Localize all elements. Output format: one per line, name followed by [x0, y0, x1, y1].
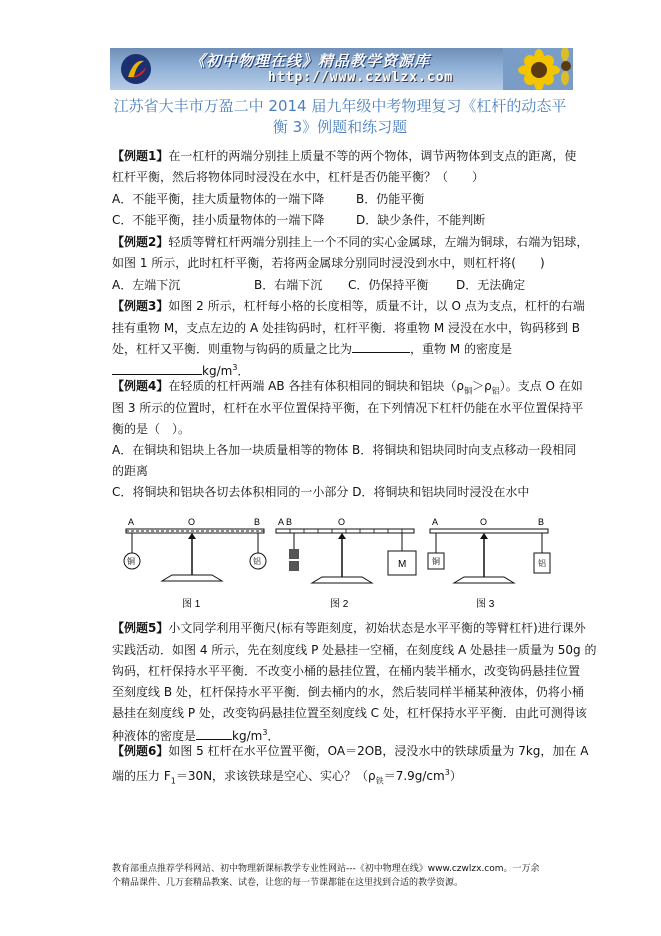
fig3-label-a: A [432, 517, 439, 527]
ex5-line-6: 种液体的密度是 $kg/m^3$． [112, 728, 280, 743]
header-banner [110, 48, 573, 90]
footer-line-2: 个精品课件、几万套精品教案、试卷，让您的每一节课都能在这里找到合适的教学资源。 [112, 878, 464, 888]
ex4-option-ab: A．在铜块和铝块上各加一块质量相等的物体 B．将铜块和铝块同时向支点移动一段相同 [112, 443, 577, 457]
fig1-copper-label: 铜 [127, 557, 135, 566]
fig2-label-b: B [286, 517, 293, 527]
banner-url[interactable]: http://www.czwlzx.com [268, 70, 454, 85]
ex1-tag: 【例题1】 [112, 149, 169, 163]
ex3-tag: 【例题3】 [112, 299, 169, 313]
fig2-mass-m: M [398, 559, 407, 570]
ex3-blank-density[interactable] [112, 361, 202, 375]
sunflower-image [503, 48, 573, 90]
ex1-options-cd [112, 210, 574, 231]
ex4-option-ab-cont: 的距离 [112, 464, 149, 478]
ex1-option-a: A．不能平衡，挂大质量物体的一端下降 [112, 192, 325, 206]
ex2-line-2: 如图 1 所示，此时杠杆平衡，若将两金属球分别同时浸没到水中，则杠杆将( ) [112, 256, 545, 270]
ex5-blank-density[interactable] [196, 726, 232, 740]
ex2-line-1: 【例题2】轻质等臂杠杆两端分别挂上一个不同的实心金属球，左端为铜球，右端为铝球， [112, 235, 589, 249]
figure-3-lever [428, 529, 550, 583]
document-title [100, 96, 580, 138]
ex2-option-c: C．仍保持平衡 [348, 278, 429, 292]
ex2-tag: 【例题2】 [112, 235, 169, 249]
footer-line-1: 教育部重点推荐学科网站、初中物理新课标教学专业性网站---《初中物理在线》www.czwlzx.com。一万余 [112, 864, 540, 874]
ex5-line-4: 至刻度线 B 处，杠杆保持水平平衡．倒去桶内的水，然后装同样半桶某种液体，仍将小桶 [112, 685, 584, 699]
ex3-line-1: 【例题3】如图 2 所示，杠杆每小格的长度相等，质量不计，以 O 点为支点，杠杆的右端 [112, 299, 585, 313]
ex3-line-4: $kg/m^3$． [112, 357, 574, 382]
ex6-tag: 【例题6】 [112, 744, 169, 758]
figure-1-lever [124, 529, 266, 581]
title-line-2: 衡 3》例题和练习题 [272, 118, 408, 136]
fig3-label-o: O [480, 517, 488, 527]
ex4-tag: 【例题4】 [112, 379, 169, 393]
ex3-line-2: 挂有重物 M，支点左边的 A 处挂钩码时，杠杆平衡．将重物 M 浸没在水中，钩码移到 B [112, 321, 581, 335]
fig1-label-o: O [188, 517, 196, 527]
ex2-options [112, 275, 574, 296]
ex1-option-b: B．仍能平衡 [356, 192, 425, 206]
fig1-label-b: B [254, 517, 261, 527]
fig3-copper-label: 铜 [432, 557, 440, 566]
ex5-line-2: 实践活动．如图 4 所示，先在刻度线 P 处悬挂一空桶，在刻度线 A 处悬挂一质量为 50g 的 [112, 643, 597, 657]
fig2-label-a: A [278, 517, 285, 527]
figure-1-caption: 图 1 [182, 599, 201, 610]
figure-2-caption: 图 2 [330, 599, 349, 610]
ex6-line-2: 端的压力 $F_1=30N$，求该铁球是空心、实心？$(\rho_铁=7.9g/cm^3)$ [112, 768, 462, 786]
ex2-option-d: D．无法确定 [456, 278, 526, 292]
ex1-line-2: 杠杆平衡，然后将物体同时浸没在水中，杠杆是否仍能平衡？（ ） [112, 170, 485, 184]
site-logo [118, 51, 154, 87]
ex4-line-1: 【例题4】在轻质的杠杆两端 AB 各挂有体积相同的铜块和铝块$(\rho_铜>\rho_铝)$。支点 O 在如 [112, 379, 583, 396]
banner-title: 《初中物理在线》精品教学资源库 [190, 52, 431, 70]
ex4-option-cd: C．将铜块和铝块各切去体积相同的一小部分 D．将铜块和铝块同时浸没在水中 [112, 485, 530, 499]
lever-figures [112, 515, 552, 615]
ex5-line-5: 悬挂在刻度线 P 处，改变钩码悬挂位置至刻度线 C 处，杠杆保持水平平衡．由此可测得该 [112, 706, 587, 720]
ex5-line-1: 【例题5】小文同学利用平衡尺(标有等距刻度，初始状态是水平平衡的等臂杠杆)进行课外 [112, 621, 586, 635]
fig3-aluminum-label: 铝 [538, 559, 546, 568]
ex5-tag: 【例题5】 [112, 621, 169, 635]
ex4-line-2: 图 3 所示的位置时，杠杆在水平位置保持平衡，在下列情况下杠杆仍能在水平位置保持平 [112, 401, 584, 415]
ex1-line-1: 【例题1】在一杠杆的两端分别挂上质量不等的两个物体，调节两物体到支点的距离，使 [112, 149, 577, 163]
ex2-option-a: A．左端下沉 [112, 278, 181, 292]
ex3-line-3: 处，杠杆又平衡．则重物与钩码的质量之比为 ，重物 M 的密度是 [112, 339, 574, 360]
ex1-option-d: D．缺少条件，不能判断 [356, 213, 486, 227]
fig1-label-a: A [128, 517, 135, 527]
ex2-option-b: B．右端下沉 [254, 278, 323, 292]
figure-2-lever [276, 529, 416, 583]
fig1-aluminum-label: 铝 [253, 557, 261, 566]
ex6-line-1: 【例题6】如图 5 杠杆在水平位置平衡，OA＝2OB，浸没水中的铁球质量为 7kg，加在 A [112, 744, 589, 758]
ex5-line-3: 钩码，杠杆保持水平平衡．不改变小桶的悬挂位置，在桶内装半桶水，改变钩码悬挂位置 [112, 664, 581, 678]
ex3-blank-ratio[interactable] [352, 339, 410, 353]
title-line-1: 江苏省大丰市万盈二中 2014 届九年级中考物理复习《杠杆的动态平 [113, 97, 567, 115]
ex4-line-3: 衡的是（ ）。 [112, 422, 191, 436]
fig3-label-b: B [538, 517, 545, 527]
ex1-option-c: C．不能平衡，挂小质量物体的一端下降 [112, 213, 325, 227]
figure-3-caption: 图 3 [476, 599, 495, 610]
fig2-label-o: O [338, 517, 346, 527]
page-footer [112, 862, 574, 890]
ex1-options-ab [112, 189, 574, 210]
